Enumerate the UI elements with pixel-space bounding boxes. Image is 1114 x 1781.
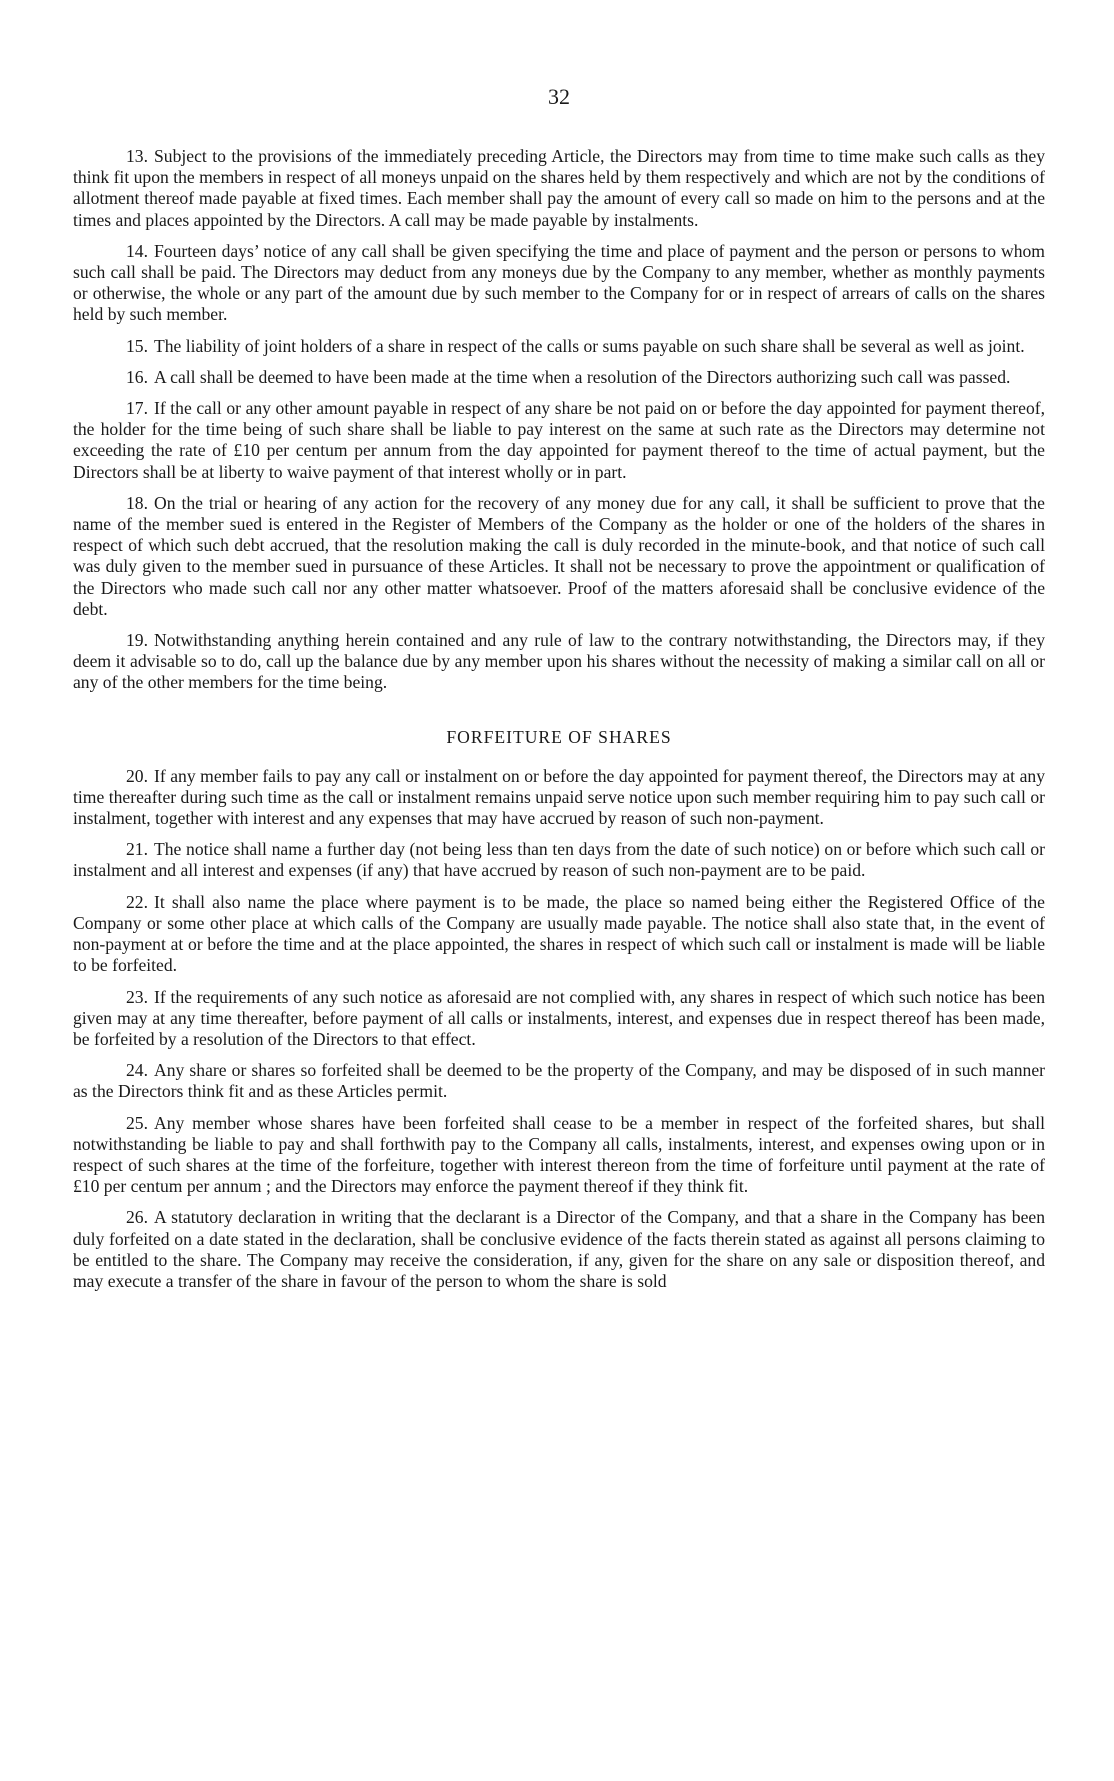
article-text: A statutory declaration in writing that the declarant is a Director of the Company, and that a share in the Company has been duly forfeited on a date stated in the declaration, shall be conclusive evidence of the facts therein stated as against all persons claiming to be entitled to the share. The Company may receive the consideration, if any, given for the share on any sale or disposition thereof, and may execute a transfer of the share in favour of the person to whom the share is sold (73, 1207, 1045, 1291)
article-text: Fourteen days’ notice of any call shall be given specifying the time and place of payment and the person or persons to whom such call shall be paid. The Directors may deduct from any moneys due by the Company to any member, whether as monthly payments or otherwise, the whole or any part of the amount due by such member to the Company for or in respect of arrears of calls on the shares held by such member. (73, 240, 1045, 325)
article-number: 18. (126, 492, 148, 513)
article-number: 20. (126, 765, 148, 786)
article-text: If the call or any other amount payable in respect of any share be not paid on or before the day appointed for payment thereof, the holder for the time being of such share shall be liable to pay interest on the same at such rate as the Directors may determine not exceeding the rate of £10 per centum per annum from the day appointed for payment thereof to the time of actual payment, but the Directors shall be at liberty to waive payment of that interest wholly or in part. (73, 398, 1045, 482)
article-text: If the requirements of any such notice as aforesaid are not complied with, any shares in respect of which such notice has been given may at any time thereafter, before payment of all calls or instalments, interest, and expenses due in respect thereof has been made, be forfeited by a resolution of the Directors to that effect. (73, 986, 1045, 1049)
article-16 (73, 367, 1045, 388)
article-text: Any member whose shares have been forfeited shall cease to be a member in respect of the forfeited shares, but shall notwithstanding be liable to pay and shall forthwith pay to the Company all calls, instalments, interest, and expenses owing upon or in respect of such shares at the time of the forfeiture, together with interest thereon from the time of forfeiture until payment at the rate of £10 per centum per annum ; and the Directors may enforce the payment thereof if they think fit. (73, 1112, 1045, 1197)
page-number: 32 (548, 84, 570, 109)
article-14 (73, 241, 1045, 326)
article-text: On the trial or hearing of any action for the recovery of any money due for any call, it shall be sufficient to prove that the name of the member sued is entered in the Register of Members of the Company as the holder or one of the holders of the shares in respect of which such debt accrued, that the resolution making the call is duly recorded in the minute-book, and that notice of such call was duly given to the member sued in pursuance of these Articles. It shall not be necessary to prove the appointment or qualification of the Directors who made such call nor any other matter whatsoever. Proof of the matters aforesaid shall be conclusive evidence of the debt. (73, 492, 1045, 619)
article-21 (73, 839, 1045, 881)
article-number: 14. (126, 240, 148, 261)
article-number: 23. (126, 986, 148, 1007)
article-number: 16. (126, 366, 148, 387)
section-heading: FORFEITURE OF SHARES (446, 726, 672, 747)
article-text: The notice shall name a further day (not being less than ten days from the date of such notice) on or before which such call or instalment and all interest and expenses (if any) that have accrued by reason of such non-payment are to be paid. (73, 839, 1045, 881)
article-number: 13. (126, 146, 148, 166)
article-text: The liability of joint holders of a share in respect of the calls or sums payable on such share shall be several as well as joint. (154, 335, 1025, 356)
article-number: 26. (126, 1207, 148, 1228)
article-18 (73, 493, 1045, 620)
article-number: 24. (126, 1060, 148, 1081)
article-text: It shall also name the place where payment is to be made, the place so named being either the Registered Office of the Company or some other place at which calls of the Company are usually made payable. The notice shall also state that, in the event of non-payment at or before the time and at the place appointed, the shares in respect of which such call or instalment is made will be liable to be forfeited. (73, 891, 1045, 976)
article-17 (73, 398, 1045, 483)
article-20 (73, 766, 1045, 830)
article-19 (73, 630, 1045, 694)
article-13 (73, 146, 1045, 231)
article-23 (73, 987, 1045, 1051)
article-number: 19. (126, 630, 148, 651)
article-22 (73, 892, 1045, 977)
article-number: 25. (126, 1112, 148, 1133)
article-15 (73, 336, 1045, 357)
article-text: Subject to the provisions of the immediately preceding Article, the Directors may from time to time make such calls as they think fit upon the members in respect of all moneys unpaid on the shares held by them respectively and which are not by the conditions of allotment thereof made payable at fixed times. Each member shall pay the amount of every call so made on him to the persons and at the times and places appointed by the Directors. A call may be made payable by instalments. (73, 146, 1045, 230)
article-text: A call shall be deemed to have been made at the time when a resolution of the Directors authorizing such call was passed. (154, 366, 1011, 387)
article-text: Any share or shares so forfeited shall be deemed to be the property of the Company, and may be disposed of in such manner as the Directors think fit and as these Articles permit. (73, 1060, 1045, 1102)
article-25 (73, 1113, 1045, 1198)
article-number: 17. (126, 398, 148, 419)
article-24 (73, 1060, 1045, 1102)
article-text: Notwithstanding anything herein contained and any rule of law to the contrary notwithstanding, the Directors may, if they deem it advisable so to do, call up the balance due by any member upon his shares without the necessity of making a similar call on all or any of the other members for the time being. (73, 630, 1045, 693)
article-number: 22. (126, 891, 148, 912)
article-26 (73, 1207, 1045, 1292)
article-number: 21. (126, 839, 148, 860)
article-number: 15. (126, 335, 148, 356)
article-text: If any member fails to pay any call or instalment on or before the day appointed for payment thereof, the Directors may at any time thereafter during such time as the call or instalment remains unpaid serve notice upon such member requiring him to pay such call or instalment, together with interest and any expenses that may have accrued by reason of such non-payment. (73, 765, 1045, 829)
